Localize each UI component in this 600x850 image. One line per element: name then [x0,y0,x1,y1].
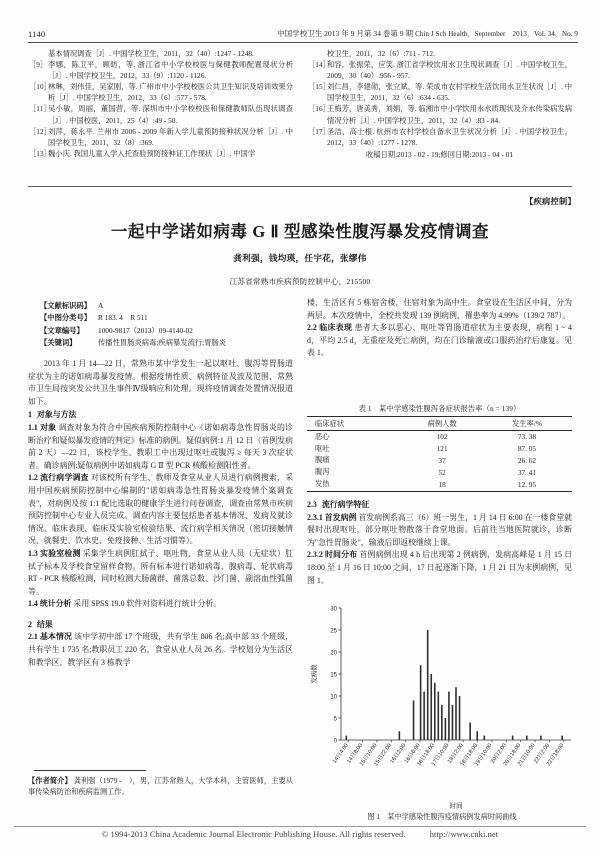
table-row [307,443,572,455]
running-head [28,28,578,43]
section-text: 患者大多以恶心、呕吐等胃肠道症状为主要表现，病程 1 ~ 4 d，平均 2.5 d，无重症及死亡病例，均在门诊输液或口服药治疗后康复。见表 1。 [307,323,572,358]
references-block [28,48,572,160]
reference-text: 林琳，刘伟佳，吴家刚，等. 广州市中小学校校医公共卫生知识及培训效果分析［J］. 中国学校卫生，2012，33（6）:577 - 578. [48,82,293,103]
reference-text: 基本情况调查［J］. 中国学校卫生，2011，32（40）:1247 - 1248. [48,49,254,58]
reference-number: ［13］ [29,148,51,158]
section-lead: 时间分布 [324,550,358,560]
svg-text:16日2:00: 16日2:00 [389,742,408,765]
section-number: 2.1 [28,632,38,642]
svg-text:14日8:00: 14日8:00 [346,742,365,765]
section-number: 2.3.1 [307,512,323,522]
section-lead: 首发病例 [324,512,357,522]
copyright-footer [0,830,600,839]
reference-item [307,48,572,59]
cell-rate: 37. 41 [517,467,537,477]
section-text: 对该校所有学生、教师及食堂从业人员进行病例搜索，采用中国疾病预防控制中心编制的"诺如病毒急性胃肠炎暴发疫情个案调查表"，对病例及按 1:1 配比选取的健康学生进行问卷调查，调查由常熟市疾病预防控制中心专业人员完成。调查内容主要包括患者基本情况、发病及就诊情况、临床表现、临床及实验室检验结果、流行病学相关情况（密切接触情况、就餐史、饮水史、免疫接种、生活习惯等）。 [28,473,293,546]
section-number: 1.2 [28,473,38,483]
reference-text: 圣洁，高士根. 杭州市农村学校自备水卫生状况分析［J］. 中国学校卫生，2012，33（40）:1277 - 1278. [327,126,572,147]
footer-divider [14,826,586,827]
svg-text:22日2:00: 22日2:00 [533,742,552,765]
table-row [307,478,572,491]
column-header-symptom: 临床症状 [307,417,402,431]
section-lead: 实验室检测 [40,548,81,558]
svg-text:19日10:00: 19日10:00 [473,742,494,768]
cell-cases: 52 [438,467,446,477]
body-column-right-lower [307,498,572,587]
reference-number: ［9］ [29,60,48,70]
reference-number: ［12］ [29,126,51,136]
section-2-2 [307,322,572,360]
section-number: 2.3.2 [307,550,323,560]
cell-cases: 121 [436,444,448,454]
section-lead: 基本情况 [39,632,73,642]
metadata-row [40,337,298,349]
cell-cases: 102 [436,432,448,442]
svg-text:5: 5 [333,716,337,723]
section-text: 采用 SPSS 19.0 软件对资料进行统计分析。 [73,599,222,609]
reference-item [28,59,293,81]
reference-number: ［16］ [308,104,330,114]
section-number: 1.4 [28,599,38,609]
metadata-value: 传播性胃肠炎病毒;疾病暴发流行;胃肠炎 [98,338,227,348]
section-2-1 [28,631,293,669]
metadata-value: 1000-9817（2013）09-4140-02 [98,325,193,335]
heading-text: 结果 [36,619,53,629]
article-authors: 龚利强，钱均瑛，任宇花，张缪伟 [233,253,367,263]
svg-text:15: 15 [330,672,337,679]
cnki-url: http://www.cnki.net [429,830,499,839]
metadata-row [40,300,298,312]
figure-caption: 图 1 某中学感染性腹泻疫情病例发病时间曲线 [367,813,517,821]
reference-text: 吴小敏，周丽，董国营，等. 深圳市中小学校校医和保健教师队伍现状调查［J］. 中国校医，2011，25（4）:49 - 50. [48,104,293,125]
heading-text: 对象与方法 [36,410,77,420]
journal-citation [277,28,578,39]
metadata-label: 【中图分类号】 [40,313,92,323]
table-row [307,430,572,442]
svg-text:21日10:00: 21日10:00 [516,742,537,768]
reference-text: 王梅芳，唐美秀，刘娟，等. 临湘市中小学饮用水水质现状及介水传染病发病情况分析［J］. 中国学校卫生，2011，32（4）:83 - 84. [327,104,572,125]
reference-item [307,126,572,148]
abstract-paragraph: 2013 年 1 月 14—22 日，常熟市某中学发生一起以呕吐、腹泻等胃肠道症状为主的诺如病毒暴发疫情。根据疫情性质、病例特征及波及范围，常熟市卫生局按突发公共卫生事件Ⅳ级响应和处理。现将疫情调查处置情况报道如下。 [28,359,293,406]
reference-item [28,126,293,148]
svg-text:20日18:00: 20日18:00 [502,742,523,768]
heading-2-3 [307,499,572,512]
section-text: 采集学生病例肛拭子、呕吐物，食堂从业人员（无症状）肛拭子标本及学校食堂留样食物。所有标本进行诺如病毒、腺病毒、轮状病毒 RT - PCR 核酸检测，同时检测大肠菌群、菌落总数、沙门菌、副溶血性弧菌等。 [28,548,293,596]
section-divider [28,186,572,187]
reference-item [307,103,572,125]
svg-text:18日2:00: 18日2:00 [446,742,465,765]
cell-symptom: 腹泻 [315,467,330,477]
cell-rate: 12. 95 [482,478,572,491]
symptoms-table [307,416,572,492]
reference-text: 李娜，陈卫平，顾昉，等. 浙江省中小学校校医与保健教师配置现状分析［J］. 中国学校卫生，2012，33（9）:1120 - 1126. [48,60,293,81]
journal-title-en: Chin J Sch Health，September 2013，Vol. 34，No. 9 [415,30,578,38]
cell-rate: 26. 62 [517,455,537,465]
heading-results [28,619,293,632]
table-1 [307,404,572,492]
references-column-right [307,48,572,160]
section-1-1 [28,422,293,472]
cell-cases: 37 [438,455,446,465]
reference-text: 魏小庆. 我国儿童入学入托查验预防接种证工作现状［J］. 中国学 [48,148,256,158]
section-lead: 流行病学调查 [40,473,89,483]
section-2-3-1 [307,512,572,550]
section-2-3-2 [307,549,572,587]
section-lead: 统计分析 [39,599,72,609]
metadata-row [40,325,298,337]
epidemic-curve-svg [307,600,577,812]
heading-text: 流行病学特征 [321,500,370,509]
reference-item [28,103,293,125]
cell-rate: 73. 38 [517,432,537,442]
heading-number: 2 [28,619,32,629]
author-biography [28,776,293,799]
section-number: 2.2 [307,323,317,333]
section-number: 1.1 [28,422,38,432]
reference-item [28,48,293,59]
section-1-3 [28,548,293,598]
metadata-row [40,312,298,324]
journal-title-cn: 中国学校卫生 2013 年 9 月第 34 卷第 9 期 [277,29,414,38]
article-affiliation: 江苏省常熟市疾病预防控制中心，215500 [229,277,371,286]
body-column-right [307,297,572,360]
svg-text:22日18:00: 22日18:00 [545,742,566,768]
table-header-row [307,417,572,431]
cell-symptom: 恶心 [315,431,330,441]
svg-text:时间: 时间 [449,803,463,810]
svg-text:18日18:00: 18日18:00 [459,742,480,768]
table-caption: 表 1 某中学感染性腹泻各症状报告率（n = 139） [358,404,521,413]
footnote-text: 龚利强（1979 - ），男，江苏常熟人，大学本科，主管医师，主要从事传染病防治和疾病监测工作。 [28,777,294,797]
section-lead: 临床表现 [319,323,353,333]
footnote-label: 【作者简介】 [28,777,72,785]
references-column-left [28,48,293,160]
reference-item [28,81,293,103]
reference-number: ［15］ [308,82,330,92]
article-metadata [40,300,298,350]
table-row [307,455,572,467]
received-date: 收稿日期:2013 - 02 - 19;修回日期:2013 - 04 - 01 [365,149,514,159]
reference-text: 和容，张振荣，应笑. 浙江省学校饮用水卫生现状调查［J］. 中国学校卫生，2009，30（40）:956 - 957. [327,60,572,81]
metadata-value: A [98,301,104,310]
svg-text:20日2:00: 20日2:00 [490,742,508,765]
cell-symptom: 腹痛 [315,455,330,465]
reference-number: ［17］ [308,126,330,136]
article-title: 一起中学诺如病毒 G Ⅱ 型感染性腹泻暴发疫情调查 [110,222,490,241]
reference-text: 校卫生，2011，32（6）:711 - 712. [327,49,435,58]
section-2-1-continued: 楼，生活区有 5 栋宿舍楼，住宿对象为高中生。食堂设在生活区中间，分为两层。本次疫情中，全校共发现 139 例病例，罹患率为 4.99%（139/2 787）。 [307,298,572,320]
copyright-text: © 1994-2013 China Academic Journal Electronic Publishing House. All rights reserved. [101,830,406,839]
svg-text:16日18:00: 16日18:00 [416,742,437,768]
reference-number [307,48,327,59]
section-1-2 [28,472,293,548]
cell-cases: 18 [402,478,482,491]
paragraph-spacer [28,611,293,618]
section-number: 1.3 [28,548,38,558]
svg-text:15日22:00: 15日22:00 [373,742,393,768]
svg-text:20: 20 [330,650,337,657]
cell-rate: 87. 05 [517,444,537,454]
metadata-label: 【文章编号】 [40,325,84,335]
figure-1-chart [307,600,577,817]
reference-number [28,48,48,59]
section-lead: 对象 [40,422,57,432]
svg-text:16日6:00: 16日6:00 [403,742,422,765]
metadata-label: 【关键词】 [40,338,77,348]
footnote-divider [34,770,146,771]
reference-number: ［14］ [308,60,330,70]
reference-number: ［10］ [29,82,51,92]
heading-number: 2.3 [307,500,317,509]
page-folio: 1140 [28,29,46,39]
section-text: 调查对象为符合中国疾病预防控制中心《诺如病毒急性胃肠炎的诊断治疗和疑似暴发疫情的判定》标准的病例。疑似病例:1 月 12 日（首例发病前 2 天）—22 日，该校学生、教职工中出现过呕吐或腹泻 ≥ 每天 3 次症状者。确诊病例:疑似病例中诺如病毒 G Ⅱ 型 PCR 核酸检测阳性者。 [28,422,293,470]
svg-text:14日4:00: 14日4:00 [331,742,350,765]
section-1-4 [28,598,293,611]
reference-item [307,81,572,103]
svg-text:25: 25 [330,628,337,635]
body-column-left [28,358,293,669]
svg-text:17日10:00: 17日10:00 [430,742,451,768]
cell-symptom: 发热 [307,478,402,491]
section-category-tag: 【疾病控制】 [525,197,576,206]
heading-number: 1 [28,410,32,420]
cell-symptom: 呕吐 [315,443,330,453]
reference-item [307,59,572,81]
metadata-label: 【文献标识码】 [40,301,92,310]
section-text: 该中学初中部 17 个班级，共有学生 806 名;高中部 33 个班级，共有学生 1 735 名;教职员工 220 名，食堂从业人员 26 名。学校划分为生活区和教学区，教学区有 3 栋教学 [28,632,293,667]
metadata-value: R 183. 4 R 511 [98,313,148,323]
column-header-rate: 发生率/% [482,417,572,431]
reference-number: ［11］ [29,104,51,114]
svg-text:10: 10 [330,694,337,701]
svg-text:发病数: 发病数 [311,664,318,684]
svg-text:30: 30 [330,606,337,613]
table-row [307,466,572,478]
section-text: 首发病例系高三（6）班一男生，1 月 14 日 6:00 在一楼食堂就餐时出现呕吐，部分呕吐物散落于食堂地面。后前往当地医院就诊，诊断为"急性胃肠炎"，输液后即返校继续上课。 [307,512,572,547]
svg-text:0: 0 [333,738,337,745]
heading-methods [28,409,293,422]
column-header-cases: 病例人数 [402,417,482,431]
svg-text:15日10:00: 15日10:00 [358,742,379,768]
reference-text: 刘萍，蒋永平. 兰州市 2006 - 2009 年新入学儿童预防接种状况分析［J］. 中国学校卫生，2011，32（8）:369. [48,126,293,147]
reference-text: 刘仁昌，李建勋，张立斌，等. 荣成市农村学校生活饮用水卫生状况［J］. 中国学校卫生，2011，32（6）:634 - 635. [327,82,572,103]
section-text: 首例病例出现 4 h 后出现第 2 例病例，发病高峰是 1 月 15 日 18:00 至 1 月 16 日 10:00 之间，17 日起逐渐下降，1 月 21 日为末例病例，见图 1。 [307,550,572,585]
reference-item [28,148,293,159]
